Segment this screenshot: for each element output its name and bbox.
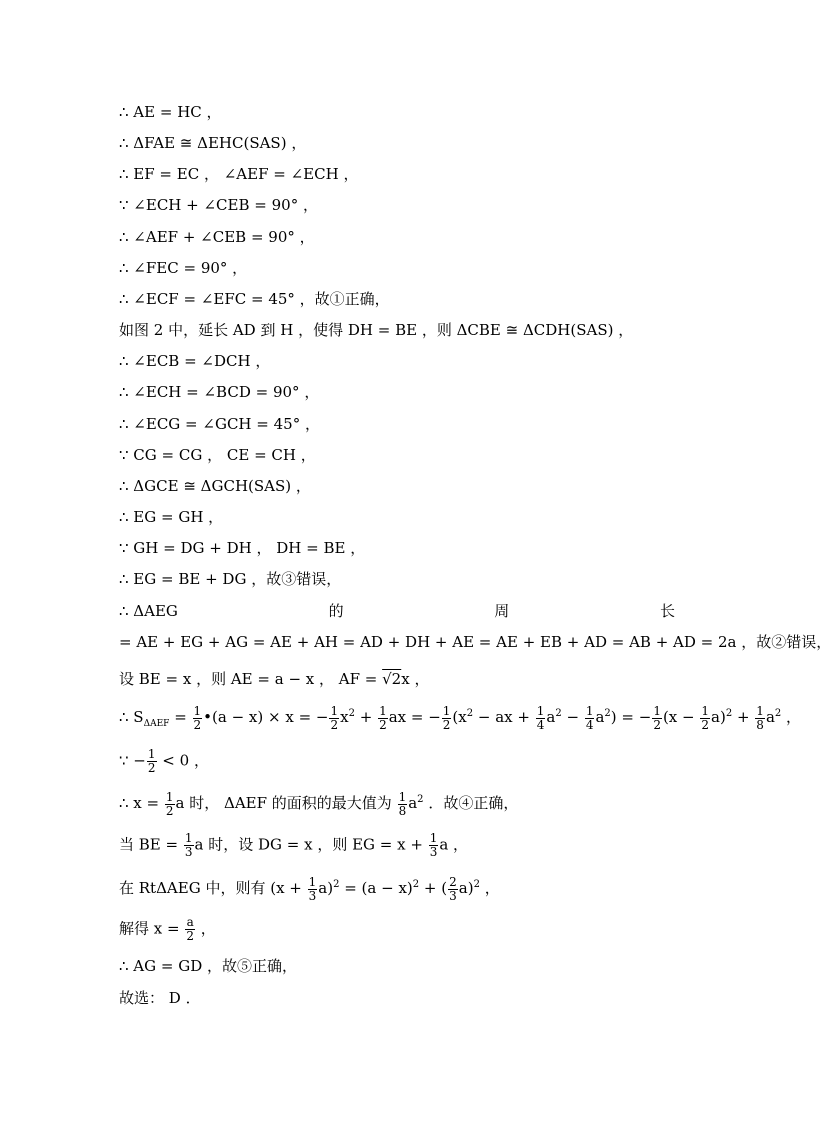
fraction-half: $\frac{1}{2}$ xyxy=(147,747,156,775)
proof-line-26: ∴ AG = GD ，故⑤正确， xyxy=(119,957,298,975)
proof-line-7: ∴ ∠ECF = ∠EFC = 45° ，故①正确， xyxy=(119,290,390,308)
proof-line-4: ∵ ∠ECH + ∠CEB = 90° ， xyxy=(119,196,318,214)
fraction-half: $\frac{1}{2}$ xyxy=(379,703,387,732)
fraction-half: $\frac{1}{2}$ xyxy=(193,703,202,732)
fraction-quarter: $\frac{1}{4}$ xyxy=(536,703,545,732)
perimeter-word-2: 周 xyxy=(494,602,510,620)
perimeter-subject: ∴ ΔAEG xyxy=(119,602,178,620)
proof-line-17 xyxy=(119,600,675,622)
proof-line-9: ∴ ∠ECB = ∠DCH ， xyxy=(119,352,271,370)
proof-line-16: ∴ EG = BE + DG ，故③错误， xyxy=(119,570,342,588)
fraction-eighth: $\frac{1}{8}$ xyxy=(756,703,764,732)
proof-line-21: ∵ − $\frac{1}{2}$ < 0 ， xyxy=(119,747,209,775)
proof-line-5: ∴ ∠AEF + ∠CEB = 90° ， xyxy=(119,228,315,246)
proof-line-13: ∴ ΔGCE ≅ ΔGCH(SAS) ， xyxy=(119,477,311,495)
proof-line-11: ∴ ∠ECG = ∠GCH = 45° ， xyxy=(119,415,320,433)
proof-line-6: ∴ ∠FEC = 90° ， xyxy=(119,259,248,277)
proof-line-25: 解得 x = $\frac{a}{2}$ ， xyxy=(119,915,216,943)
sqrt-two: √2 xyxy=(382,670,402,688)
perimeter-word-3: 长 xyxy=(659,602,675,620)
fraction-two-thirds: $\frac{2}{3}$ xyxy=(449,874,457,903)
proof-line-8: 如图 2 中，延长 AD 到 H ，使得 DH = BE ，则 ΔCBE ≅ ΔCDH(SAS) ， xyxy=(119,321,634,339)
fraction-half: $\frac{1}{2}$ xyxy=(701,703,710,732)
proof-line-20-area-formula: ∴ $S_{\Delta AEF}$ = $\frac{1}{2}$ •(a − x) × x = − $\frac{1}{2}$ $x^2$ + $\frac{1}{2}$ ax = − $\frac{1}{2}$ ($x^2$ − ax + $\frac{1}{4}$ $a^2$ − $\frac{1}{4}$ $a^2$) = − $\frac{1}{2}$ (x − $\frac{1}{2}$ a)$^2$ + $\frac{1}{8}$ $a^2$ ， xyxy=(119,703,802,732)
fraction-half: $\frac{1}{2}$ xyxy=(165,789,174,818)
fraction-quarter: $\frac{1}{4}$ xyxy=(585,703,594,732)
proof-line-12: ∵ CG = CG ， CE = CH ， xyxy=(119,446,316,464)
proof-line-1: ∴ AE = HC ， xyxy=(119,103,222,121)
fraction-half: $\frac{1}{2}$ xyxy=(442,703,451,732)
proof-line-14: ∴ EG = GH ， xyxy=(119,508,224,526)
fraction-half: $\frac{1}{2}$ xyxy=(330,703,339,732)
fraction-eighth: $\frac{1}{8}$ xyxy=(398,789,407,818)
proof-line-18: = AE + EG + AG = AE + AH = AD + DH + AE = AE + EB + AD = AB + AD = 2a ，故②错误， xyxy=(119,633,831,651)
proof-line-2: ∴ ΔFAE ≅ ΔEHC(SAS) ， xyxy=(119,134,307,152)
proof-line-27-answer: 故选： D ． xyxy=(119,989,201,1007)
fraction-a-over-2: $\frac{a}{2}$ xyxy=(186,915,194,943)
fraction-third: $\frac{1}{3}$ xyxy=(184,831,193,859)
proof-line-23: 当 BE = $\frac{1}{3}$ a 时，设 DG = x ，则 EG = x + $\frac{1}{3}$ a ， xyxy=(119,831,469,859)
fraction-half: $\frac{1}{2}$ xyxy=(653,703,661,732)
perimeter-word-1: 的 xyxy=(328,602,344,620)
proof-line-22: ∴ x = $\frac{1}{2}$ a 时， ΔAEF 的面积的最大值为 $\frac{1}{8}$ $a^2$ ．故④正确， xyxy=(119,789,519,818)
proof-line-15: ∵ GH = DG + DH ， DH = BE ， xyxy=(119,539,366,557)
proof-line-3: ∴ EF = EC ， ∠AEF = ∠ECH ， xyxy=(119,165,359,183)
proof-line-10: ∴ ∠ECH = ∠BCD = 90° ， xyxy=(119,383,320,401)
proof-line-24: 在 RtΔAEG 中，则有 (x + $\frac{1}{3}$ $a)^2 = (a - x)^2$ + ( $\frac{2}{3}$ a)$^2$ ， xyxy=(119,874,500,903)
proof-line-19: 设 BE = x ，则 AE = a − x ， AF = √2x ， xyxy=(119,670,430,688)
fraction-third: $\frac{1}{3}$ xyxy=(429,831,438,859)
fraction-third: $\frac{1}{3}$ xyxy=(308,874,317,903)
